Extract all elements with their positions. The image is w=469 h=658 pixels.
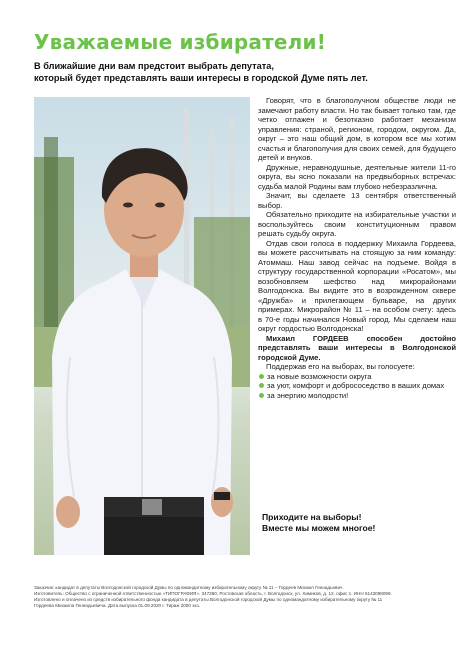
paragraph: Поддержав его на выборах, вы голосуете: — [266, 362, 415, 371]
paragraph: Значит, вы сделаете 13 сентября ответственный выбор. — [258, 191, 456, 210]
list-item: за энергию молодости! — [258, 391, 456, 401]
subheading-line-1: В ближайшие дни вам предстоит выбрать депутата, — [34, 61, 274, 71]
publication-imprint — [34, 585, 449, 609]
green-bullet-icon — [259, 383, 264, 388]
candidate-photo — [34, 97, 250, 555]
paragraph: Обязательно приходите на избирательные участки и воспользуйтесь своим конституционным правом решать судьбу округа. — [258, 210, 456, 238]
list-item: за новые возможности округа — [258, 372, 456, 382]
subheading — [34, 60, 454, 84]
imprint-line: Изготовитель: Общество с ограниченной ответственностью «ТИПОГРАФИЯ». 347360, Ростовская область, г. Волгодонск, ул. Химиков, д. 12, офис 1. ИНН 6143098099. — [34, 591, 392, 596]
imprint-line: Заказчик: кандидат в депутаты Волгодонской городской Думы по одномандатному избирательному округу № 11 – Гордеев Михаил Геннадьевич. — [34, 585, 344, 590]
paragraph: Говорят, что в благополучном обществе люди не замечают работу власти. Но так бывает только там, где четко отлажен и безотказно работает механизм управления: страной, регионом, городом, округом. Да, округ – это наш общий дом, в котором все мы хотим счастья и благополучия для своих семей, для будущего детей и внуков. — [258, 96, 456, 162]
candidate-portrait-illustration — [34, 97, 250, 555]
closing-line-1: Приходите на выборы! — [262, 512, 362, 522]
article-body — [258, 96, 456, 400]
subheading-line-2: который будет представлять ваши интересы в городской Думе пять лет. — [34, 73, 368, 83]
green-bullet-icon — [259, 393, 264, 398]
closing-call — [262, 512, 452, 534]
imprint-line: Гордеева Михаила Геннадьевича. Дата выпуска 01.09.2020 г. Тираж 2000 экз. — [34, 603, 200, 608]
headline: Уважаемые избиратели! — [34, 30, 327, 54]
candidate-statement: Михаил ГОРДЕЕВ способен достойно представлять ваши интересы в Волгодонской городской Думе. — [258, 333, 456, 362]
paragraph: Дружные, неравнодушные, деятельные жители 11-го округа, вы ясно показали на предвыборных встречах: судьба малой Родины вам глубоко небезразлична. — [258, 162, 456, 191]
closing-line-2: Вместе мы можем многое! — [262, 523, 376, 533]
voting-reasons-list — [258, 372, 456, 401]
green-bullet-icon — [259, 374, 264, 379]
imprint-line: Изготовлено и оплачено из средств избирательного фонда кандидата в депутаты Волгодонской городской Думы по одномандатному избирательному округу № 11 — [34, 597, 383, 602]
list-item: за уют, комфорт и добрососедство в ваших домах — [258, 381, 456, 391]
paragraph: Отдав свои голоса в поддержку Михаила Гордеева, вы можете рассчитывать на стоящую за ним команду: Атоммаш. Наш завод сейчас на подъеме. Войдя в структуру государственной корпорации «Росатом», мы возобновляем шефство над микрорайонами Волгодонска. Вы видите это в возрожденном сквере «Дружба» и прилегающем бульваре, на других примерах. Микрорайон № 11 – на особом счету: здесь в 70-е годы начинался Новый город. Мы сделаем наш округ гордостью Волгодонска! — [258, 238, 456, 333]
